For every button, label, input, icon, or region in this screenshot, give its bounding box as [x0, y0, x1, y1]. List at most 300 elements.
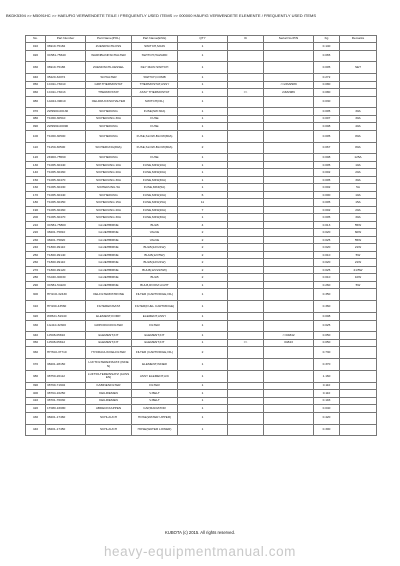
cell-part-name-pol: SICHERUNG [86, 123, 132, 131]
cell-serial-no [264, 176, 314, 184]
cell-serial-no [264, 62, 314, 74]
cell-ic [228, 206, 264, 214]
column-header-ic: IC [228, 36, 264, 43]
cell-part-number: T1060-30500 [46, 130, 86, 142]
cell-serial-no [264, 424, 314, 436]
cell-kg: 0.370 [314, 359, 340, 371]
cell-remarks: 60W [340, 229, 377, 237]
cell-no: 420 [26, 405, 46, 413]
table-row [26, 115, 377, 123]
table-row [26, 81, 377, 89]
cell-part-name-eng: SWITCH,COMB [132, 74, 178, 82]
cell-remarks: 30A [340, 115, 377, 123]
cell-kg: 0.272 [314, 74, 340, 82]
cell-qty: 1 [178, 424, 228, 436]
cell-remarks [340, 370, 377, 382]
cell-serial-no [264, 390, 314, 398]
cell-no: 180 [26, 199, 46, 207]
cell-ic [228, 382, 264, 390]
table-row [26, 251, 377, 259]
cell-ic [228, 274, 264, 282]
cell-ic [228, 347, 264, 359]
cell-no: 230 [26, 236, 46, 244]
cell-part-number: 38750-26112 [46, 370, 86, 382]
cell-ic [228, 161, 264, 169]
table-row [26, 397, 377, 405]
cell-kg: 0.140 [314, 43, 340, 51]
cell-qty: 1 [178, 130, 228, 142]
table-row [26, 244, 377, 252]
cell-qty: 1 [178, 123, 228, 131]
cell-part-name-pol: SICHERUNG 15A [86, 199, 132, 207]
parts-table [25, 35, 377, 436]
cell-no: 440 [26, 424, 46, 436]
cell-qty: 1 [178, 184, 228, 192]
cell-part-number: 35220-32072 [46, 74, 86, 82]
cell-part-name-eng: FUSE,MINI(20A) [132, 206, 178, 214]
table-row [26, 332, 377, 340]
cell-remarks: 80A [340, 130, 377, 142]
cell-serial-no: 2JM2989 [264, 89, 314, 97]
cell-qty: 1 [178, 96, 228, 108]
cell-part-number: T1065-30440 [46, 191, 86, 199]
cell-kg: 0.008 [314, 154, 340, 162]
cell-part-name-pol: GLUEHBIRNE [86, 221, 132, 229]
cell-remarks [340, 74, 377, 82]
cell-no: 140 [26, 169, 46, 177]
cell-part-name-eng: BULB [132, 274, 178, 282]
cell-part-name-pol: GLUEHBIRNE [86, 229, 132, 237]
cell-serial-no [264, 251, 314, 259]
cell-remarks: 30A [340, 176, 377, 184]
cell-part-number: 38201-75810 [46, 229, 86, 237]
cell-part-name-pol: OELFILTERPATRONE [86, 289, 132, 301]
cell-part-name-pol: SICHERUNG [86, 108, 132, 116]
cell-no: 090 [26, 123, 46, 131]
cell-ic [228, 43, 264, 51]
table-row [26, 176, 377, 184]
cell-remarks [340, 301, 377, 313]
cell-part-name-eng: FUSE(SW:30A) [132, 108, 178, 116]
cell-remarks: 10A [340, 161, 377, 169]
cell-serial-no [264, 214, 314, 222]
cell-no: 110 [26, 142, 46, 154]
cell-ic [228, 229, 264, 237]
cell-part-number: 36919-75182 [46, 43, 86, 51]
cell-kg: 0.005 [314, 108, 340, 116]
cell-remarks [340, 81, 377, 89]
cell-part-name-pol: SICHERUNG [86, 154, 132, 162]
cell-part-name-eng: FUSE,MINI(30A) [132, 214, 178, 222]
cell-serial-no [264, 142, 314, 154]
cell-part-name-eng: FUSE [132, 115, 178, 123]
cell-ic [228, 130, 264, 142]
cell-qty: 1 [178, 115, 228, 123]
cell-remarks [340, 43, 377, 51]
cell-no: 410 [26, 397, 46, 405]
table-row [26, 169, 377, 177]
cell-kg: 0.002 [314, 206, 340, 214]
cell-remarks: 10W [340, 274, 377, 282]
cell-qty: 7 [178, 206, 228, 214]
cell-part-number: T1150-30500 [46, 142, 86, 154]
cell-remarks [340, 89, 377, 97]
cell-part-number: 1G410-32300 [46, 320, 86, 332]
cell-kg: 1.160 [314, 370, 340, 382]
cell-serial-no [264, 115, 314, 123]
cell-no: 030 [26, 62, 46, 74]
cell-part-name-pol: GRP.DRUCKFILTER [86, 320, 132, 332]
cell-qty: 1 [178, 62, 228, 74]
table-row [26, 96, 377, 108]
table-row [26, 62, 377, 74]
cell-ic [228, 313, 264, 321]
cell-serial-no [264, 382, 314, 390]
cell-part-name-pol: GLUEHBIRNE [86, 259, 132, 267]
cell-kg: 0.193 [314, 397, 340, 405]
cell-part-number: 1J508-05812 [46, 339, 86, 347]
cell-part-name-pol: SICHERUNG 20A [86, 206, 132, 214]
cell-ic [228, 320, 264, 332]
table-row [26, 161, 377, 169]
cell-no: 100 [26, 130, 46, 142]
cell-no: 020 [26, 50, 46, 62]
cell-part-name-eng: FUSE,SLOW-BLOW(80A) [132, 142, 178, 154]
cell-serial-no [264, 229, 314, 237]
cell-part-name-eng: FUSE,SLOW-BLOW(80A) [132, 130, 178, 142]
cell-ic [228, 184, 264, 192]
cell-part-number: T1065-30460 [46, 206, 86, 214]
cell-part-name-eng: FILTER (CARTRIDGE,OIL) [132, 289, 178, 301]
cell-part-number: T1860-99120 [46, 266, 86, 274]
table-row [26, 108, 377, 116]
cell-qty: 1 [178, 339, 228, 347]
cell-kg: 0.300 [314, 424, 340, 436]
cell-kg: 0.005 [314, 199, 340, 207]
table-row [26, 390, 377, 398]
cell-kg: 0.002 [314, 169, 340, 177]
cell-ic [228, 390, 264, 398]
cell-qty: 1 [178, 289, 228, 301]
cell-remarks: 55W [340, 221, 377, 229]
cell-qty: 1 [178, 161, 228, 169]
cell-part-name-eng: FUSE,MINI(20A) [132, 169, 178, 177]
cell-ic [228, 154, 264, 162]
cell-kg: 0.050 [314, 332, 340, 340]
table-row [26, 191, 377, 199]
cell-part-name-pol: ZUENDSCHLOSS [86, 43, 132, 51]
cell-part-name-pol: SICHERUNG [86, 191, 132, 199]
cell-part-number: T1065-30430 [46, 184, 86, 192]
cell-kg: 0.025 [314, 320, 340, 332]
table-row [26, 359, 377, 371]
cell-part-number: W9521-51940 [46, 313, 86, 321]
cell-ic [228, 236, 264, 244]
cell-part-number: T1065-30460 [46, 169, 86, 177]
cell-qty: 2 [178, 347, 228, 359]
cell-kg: 0.065 [314, 50, 340, 62]
cell-serial-no [264, 199, 314, 207]
cell-qty: 1 [178, 169, 228, 177]
cell-serial-no [264, 274, 314, 282]
table-row [26, 424, 377, 436]
cell-no: 040 [26, 74, 46, 82]
cell-serial-no [264, 184, 314, 192]
cell-serial-no [264, 161, 314, 169]
cell-ic [228, 123, 264, 131]
cell-part-number: 38201-17450 [46, 424, 86, 436]
cell-part-number: 1T080-16680 [46, 405, 86, 413]
cell-part-name-pol: FILTEREINSATZ [86, 301, 132, 313]
cell-part-name-pol: THERMOSTAT [86, 89, 132, 97]
cell-part-name-pol: SICHERUNG 30A [86, 115, 132, 123]
cell-ic [228, 251, 264, 259]
cell-no: 290 [26, 281, 46, 289]
table-row [26, 281, 377, 289]
cell-qty: 1 [178, 214, 228, 222]
cell-kg: 0.008 [314, 123, 340, 131]
cell-part-number: 38701-76030 [46, 397, 86, 405]
table-row [26, 266, 377, 274]
cell-part-name-pol: SICHERUNG 30A [86, 176, 132, 184]
cell-serial-no [264, 191, 314, 199]
cell-part-name-eng: FUSE,MINI(15A) [132, 199, 178, 207]
cell-part-number: T1065-30470 [46, 176, 86, 184]
table-row [26, 154, 377, 162]
cell-remarks: 21W [340, 244, 377, 252]
cell-part-number: 2W9900-00130 [46, 108, 86, 116]
cell-part-number: 36919-75186 [46, 62, 86, 74]
cell-part-name-eng: BULB(12V21W) [132, 244, 178, 252]
cell-part-name-eng: FILTER [132, 382, 178, 390]
cell-part-name-pol: GLUEHBIRNE [86, 236, 132, 244]
cell-remarks [340, 382, 377, 390]
cell-part-name-pol: LUFTFILTEREINSATZ (INNEN) [86, 359, 132, 371]
table-row [26, 50, 377, 62]
cell-part-name-eng: ASSY ELEMENT,A/C [132, 370, 178, 382]
cell-part-name-eng: BULB(12V21/5W) [132, 266, 178, 274]
cell-serial-no: <=04842 [264, 332, 314, 340]
cell-no: 240 [26, 244, 46, 252]
cell-part-name-eng: FILTER(FUEL CARTRIDGE) [132, 301, 178, 313]
cell-kg: 0.020 [314, 229, 340, 237]
cell-serial-no [264, 169, 314, 177]
page-header: BKDK5394 >> M5091HC >> HAEUFIG VERWENDETE TEILE / FREQUENTLY USED ITEMS >> 000000 HÄUFIG VERWENDETE ELEMENTE / FREQUENTLY USED ITEMS [6, 13, 317, 18]
cell-kg: 0.080 [314, 89, 340, 97]
cell-kg: 0.013 [314, 221, 340, 229]
table-row [26, 301, 377, 313]
cell-kg: 0.360 [314, 301, 340, 313]
cell-part-name-pol: SICHERUNG 30A [86, 214, 132, 222]
cell-no: 170 [26, 191, 46, 199]
table-row [26, 206, 377, 214]
column-header-no: No. [26, 36, 46, 43]
cell-no: 080 [26, 115, 46, 123]
cell-serial-no [264, 289, 314, 301]
cell-qty: 2 [178, 236, 228, 244]
column-header-remarks: Remarks [340, 36, 377, 43]
cell-qty: 2 [178, 266, 228, 274]
cell-qty: 1 [178, 332, 228, 340]
cell-remarks: 125A [340, 154, 377, 162]
cell-part-name-eng: FUSE [132, 154, 178, 162]
cell-part-number: T1860-99110 [46, 244, 86, 252]
cell-serial-no [264, 221, 314, 229]
cell-kg: 0.008 [314, 313, 340, 321]
cell-part-name-pol: HYDRAULIKOELFILTER [86, 347, 132, 359]
table-row [26, 229, 377, 237]
cell-part-name-eng: V-BELT [132, 397, 178, 405]
cell-kg: 0.005 [314, 176, 340, 184]
cell-ic [228, 266, 264, 274]
cell-qty: 2 [178, 274, 228, 282]
cell-part-name-eng: ELEMENT,KIT [132, 339, 178, 347]
cell-no: 190 [26, 206, 46, 214]
cell-remarks [340, 397, 377, 405]
cell-remarks [340, 359, 377, 371]
cell-ic [228, 370, 264, 382]
cell-remarks [340, 347, 377, 359]
cell-qty: 2 [178, 142, 228, 154]
cell-part-number: 1C011-73010 [46, 81, 86, 89]
cell-part-number: 1A024-39010 [46, 96, 86, 108]
table-row [26, 184, 377, 192]
cell-part-number: 1C011-73013 [46, 89, 86, 97]
cell-serial-no [264, 266, 314, 274]
cell-no: 250 [26, 251, 46, 259]
column-header-part-number: Part Number [46, 36, 86, 43]
cell-kg: 0.040 [314, 405, 340, 413]
cell-qty: 1 [178, 50, 228, 62]
cell-serial-no [264, 259, 314, 267]
cell-serial-no [264, 206, 314, 214]
cell-part-name-pol: KEILRIEMEN [86, 390, 132, 398]
cell-part-name-eng: ELEMENT,INNER [132, 359, 178, 371]
cell-qty: 1 [178, 370, 228, 382]
cell-part-name-eng: FILTER (CARTRIDGE,OIL) [132, 347, 178, 359]
cell-part-name-eng: ELEMENT,KIT [132, 332, 178, 340]
cell-no: 390 [26, 382, 46, 390]
cell-qty: 1 [178, 390, 228, 398]
cell-part-number: HHTA0-37710 [46, 347, 86, 359]
cell-remarks: 5W [340, 251, 377, 259]
cell-serial-no [264, 397, 314, 405]
cell-part-number: 38201-17460 [46, 412, 86, 424]
cell-ic [228, 108, 264, 116]
cell-part-number: HH160-43560 [46, 301, 86, 313]
table-row [26, 313, 377, 321]
cell-kg: 0.005 [314, 130, 340, 142]
cell-qty: 1 [178, 89, 228, 97]
cell-serial-no [264, 108, 314, 116]
column-header-part-name-eng: Part Name(ENG) [132, 36, 178, 43]
cell-no: 310 [26, 301, 46, 313]
cell-qty: 6 [178, 191, 228, 199]
cell-part-number: T1065-30440 [46, 161, 86, 169]
cell-no: 060 [26, 89, 46, 97]
cell-part-number: 3C581-54220 [46, 281, 86, 289]
cell-no: 300 [26, 289, 46, 301]
cell-no: 270 [26, 266, 46, 274]
cell-no: 120 [26, 154, 46, 162]
cell-qty: 2 [178, 244, 228, 252]
cell-ic [228, 405, 264, 413]
table-row [26, 130, 377, 142]
cell-ic [228, 359, 264, 371]
cell-serial-no [264, 370, 314, 382]
cell-kg: 0.260 [314, 281, 340, 289]
cell-serial-no [264, 154, 314, 162]
cell-remarks: 55W [340, 236, 377, 244]
cell-remarks [340, 289, 377, 301]
column-header-serial-no: Serial No./P/N [264, 36, 314, 43]
cell-ic [228, 96, 264, 108]
cell-serial-no [264, 130, 314, 142]
watermark: heavy-equipmentmanual.com [103, 544, 297, 559]
cell-serial-no [264, 320, 314, 332]
cell-remarks [340, 332, 377, 340]
cell-serial-no [264, 313, 314, 321]
cell-qty: 1 [178, 313, 228, 321]
cell-part-name-pol: SCHLAUCH [86, 424, 132, 436]
cell-kg: 0.010 [314, 251, 340, 259]
table-row [26, 274, 377, 282]
cell-part-number: T1860-99110 [46, 259, 86, 267]
cell-part-name-pol: GLUEHBIRNE [86, 281, 132, 289]
cell-ic [228, 281, 264, 289]
table-row [26, 89, 377, 97]
table-row [26, 412, 377, 424]
table-row [26, 259, 377, 267]
cell-no: 010 [26, 43, 46, 51]
cell-no: 220 [26, 229, 46, 237]
cell-part-name-eng: VALVE [132, 236, 178, 244]
cell-kg: 0.020 [314, 244, 340, 252]
cell-part-name-eng: BULB(12V5W) [132, 251, 178, 259]
cell-qty: 1 [178, 301, 228, 313]
cell-part-name-pol: ABDECKKAPPEN [86, 405, 132, 413]
cell-remarks [340, 412, 377, 424]
cell-part-number: HH1C0-32430 [46, 289, 86, 301]
cell-part-name-eng: BULB(12V21W) [132, 259, 178, 267]
cell-qty: 1 [178, 397, 228, 405]
cell-no: 380 [26, 370, 46, 382]
table-row [26, 43, 377, 51]
cell-part-name-eng: FUSE,MINI(10A) [132, 161, 178, 169]
cell-part-name-eng: SWITCH,HAZARD [132, 50, 178, 62]
cell-qty: 1 [178, 320, 228, 332]
cell-ic: => [228, 339, 264, 347]
cell-part-name-pol: SICHERUNG [86, 130, 132, 142]
table-row [26, 382, 377, 390]
cell-part-number: 38794-16250 [46, 390, 86, 398]
cell-ic [228, 176, 264, 184]
cell-qty: 1 [178, 412, 228, 424]
cell-remarks [340, 339, 377, 347]
cell-part-number: 3C581-75640 [46, 50, 86, 62]
cell-part-number: T1860-99140 [46, 251, 86, 259]
cell-remarks [340, 405, 377, 413]
cell-no: 320 [26, 313, 46, 321]
cell-qty: 1 [178, 405, 228, 413]
cell-part-name-eng: FUSE,MINI(10A) [132, 191, 178, 199]
cell-remarks [340, 96, 377, 108]
table-row [26, 370, 377, 382]
cell-no: 430 [26, 412, 46, 424]
cell-part-name-pol: WARNBLINKSCHALTER [86, 50, 132, 62]
cell-part-name-eng: HOSE(WATER LOWER) [132, 424, 178, 436]
table-row [26, 289, 377, 301]
